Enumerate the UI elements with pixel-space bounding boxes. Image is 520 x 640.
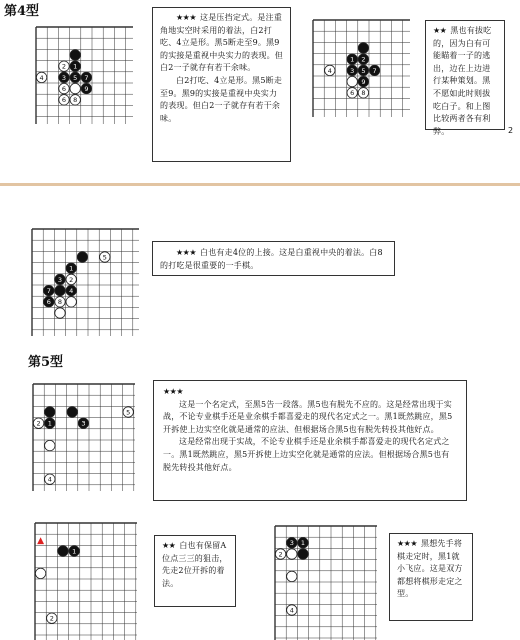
stone-number: 2 — [278, 550, 283, 559]
section-title-type5: 第5型 — [28, 355, 64, 370]
stone-number: 1 — [300, 539, 306, 548]
stone-number: 7 — [84, 73, 89, 82]
stone-number: 1 — [47, 419, 52, 428]
stone-number: 4 — [327, 66, 332, 75]
commentary-box-1 — [152, 7, 291, 162]
stone-number: 1 — [72, 547, 77, 556]
stone-number: 1 — [350, 55, 355, 64]
divider — [0, 183, 520, 186]
commentary-text-2: 这是经常出现于实战，不论专业棋手还是业余棋手都喜爱走的现代名定式之一。黑1既然跳应，黑5开拆使上边实空化就是通常的应法。但根据场合黑5也有脱先转投其他好点。 — [163, 437, 450, 472]
stone-number: 3 — [61, 73, 67, 82]
black-stone — [70, 50, 80, 60]
white-stone — [287, 549, 297, 559]
stone-number: 9 — [84, 85, 89, 93]
stone-number: 2 — [36, 419, 41, 428]
black-stone — [45, 407, 55, 417]
go-board-diagram-5-2 — [32, 520, 137, 640]
stone-number: 6 — [61, 85, 67, 93]
white-stone — [66, 297, 76, 307]
black-stone — [58, 546, 68, 556]
commentary-text: 这是一个名定式，至黑5告一段落。黑5也有脱先不应的。这是经常出现于实战，不论专业棋手还是业余棋手都喜爱走的现代名定式之一。黑1既然跳应，黑5开拆使上边实空化就是通常的应法、但根据场合黑5也有脱先转投其他好点。 — [163, 399, 453, 434]
rating-stars: ★★★ — [163, 387, 184, 396]
stone-number: 3 — [350, 66, 355, 75]
stone-number: 4 — [289, 606, 294, 615]
point-marker: ▲ — [37, 535, 45, 546]
commentary-box-4 — [153, 380, 467, 501]
go-board-diagram-4-3 — [29, 226, 139, 336]
stone-number: 8 — [57, 298, 63, 307]
stone-number: 2 — [49, 614, 54, 623]
white-stone — [347, 76, 357, 86]
stone-number: 6 — [61, 96, 67, 105]
rating-stars: ★★★ — [176, 13, 197, 22]
white-stone — [45, 440, 55, 450]
go-board-diagram-5-1 — [30, 381, 135, 491]
black-stone — [67, 407, 77, 417]
stone-number: 1 — [69, 264, 74, 273]
stone-number: 6 — [46, 298, 51, 307]
stone-number: 2 — [69, 275, 74, 284]
stone-number: 2 — [361, 55, 366, 64]
stone-number: 5 — [126, 408, 131, 417]
black-stone — [77, 252, 87, 262]
stone-number: 3 — [57, 275, 63, 284]
rating-stars: ★★ — [433, 26, 447, 35]
commentary-text: 白也有保留A位点三三的狙击，先走2位开拆的着法。 — [162, 541, 228, 588]
commentary-box-3 — [152, 241, 395, 276]
page-number: 2 — [508, 126, 514, 135]
commentary-text: 白也有走4位的上接。这是白重视中央的着法。白8的打吃是很重要的一手棋。 — [160, 248, 383, 270]
commentary-box-5 — [154, 535, 236, 607]
white-stone — [287, 571, 297, 581]
stone-number: 6 — [350, 89, 355, 98]
white-stone — [55, 308, 65, 318]
black-stone — [55, 285, 65, 295]
stone-number: 8 — [361, 89, 366, 98]
stone-number: 1 — [73, 62, 78, 71]
section-title-type4: 第4型 — [4, 4, 40, 19]
stone-number: 8 — [73, 96, 78, 105]
commentary-text: 黑也有拔吃的，因为白有可能瞄着一子的逃出，边在上边进行某种策划。黑不愿如此时则拔吃白子。和上图比较两者各有利弊。 — [433, 26, 492, 136]
commentary-text: 这是压挡定式。是注重角地实空时采用的着法，白2打吃、4立是形。黑5断走至9。黑9的实接是重视中央实力的表现。但白2一子就存有若干余味。 — [160, 13, 283, 73]
rating-stars: ★★★ — [176, 248, 197, 257]
commentary-text: 黑想先手将棋走定时，黑1就小飞应。这是双方都想将棋形走定之型。 — [397, 539, 463, 599]
stone-number: 7 — [46, 287, 51, 295]
stone-number: 4 — [47, 475, 52, 484]
stone-number: 7 — [372, 66, 377, 75]
white-stone — [35, 568, 45, 578]
stone-number: 9 — [361, 78, 366, 86]
go-board-diagram-5-3 — [272, 523, 377, 640]
commentary-text-2: 白2打吃、4立是形。黑5断走至9。黑9的实接是重视中央实力的表现。但白2一子就存有若干余味。 — [160, 75, 283, 123]
stone-number: 5 — [361, 66, 366, 75]
go-board-diagram-4-1 — [33, 24, 133, 124]
black-stone — [358, 43, 368, 53]
commentary-box-6 — [389, 533, 473, 621]
stone-number: 4 — [39, 73, 44, 82]
go-board-diagram-4-2 — [310, 17, 410, 117]
stone-number: 5 — [102, 253, 107, 262]
stone-number: 4 — [69, 287, 74, 295]
rating-stars: ★★ — [162, 541, 176, 550]
commentary-box-2 — [425, 20, 505, 136]
white-stone — [70, 83, 80, 93]
black-stone — [298, 549, 308, 559]
stone-number: 2 — [61, 62, 67, 71]
stone-number: 5 — [73, 73, 78, 82]
stone-number: 3 — [81, 419, 86, 428]
rating-stars: ★★★ — [397, 539, 418, 548]
stone-number: 3 — [289, 539, 294, 548]
